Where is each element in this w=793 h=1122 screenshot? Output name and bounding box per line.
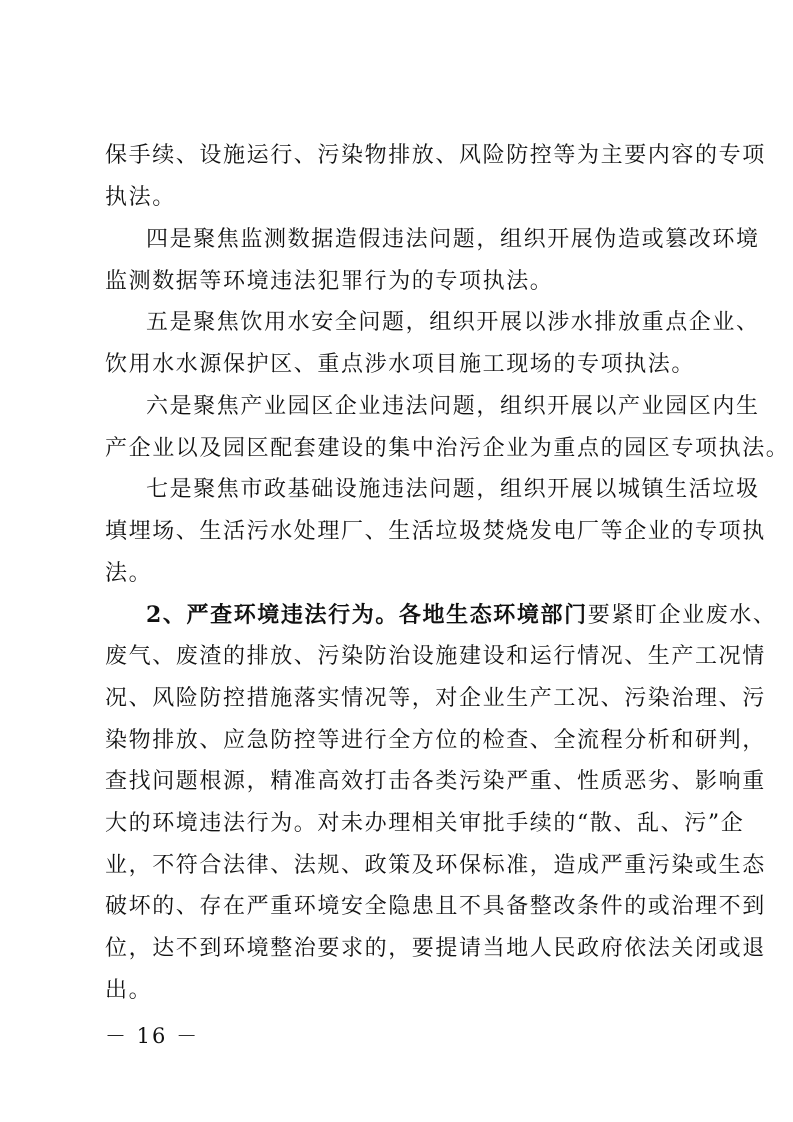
- paragraph-line: 染物排放、应急防控等进行全方位的检查、全流程分析和研判，: [105, 728, 766, 753]
- paragraph-line: [146, 600, 777, 631]
- paragraph-line: 大的环境违法行为。对未办理相关审批手续的“散、乱、污”企: [105, 811, 745, 836]
- paragraph-line: 监测数据等环境违法犯罪行为的专项执法。: [105, 269, 554, 294]
- paragraph-line: 业，不符合法律、法规、政策及环保标准，造成严重污染或生态: [105, 853, 766, 878]
- paragraph-line: 执法。: [105, 185, 176, 210]
- section-text: 要紧盯企业废水、: [587, 603, 777, 628]
- paragraph-line: 填埋场、生活污水处理厂、生活垃圾焚烧发电厂等企业的专项执: [105, 519, 766, 544]
- section-heading: 2、严查环境违法行为。各地生态环境部门: [146, 602, 588, 628]
- paragraph-line: 产企业以及园区配套建设的集中治污企业为重点的园区专项执法。: [105, 436, 790, 461]
- paragraph-line: 位，达不到环境整治要求的，要提请当地人民政府依法关闭或退: [105, 936, 766, 961]
- paragraph-line: 保手续、设施运行、污染物排放、风险防控等为主要内容的专项: [105, 143, 766, 168]
- paragraph-line: 出。: [105, 978, 153, 1003]
- paragraph-line: 废气、废渣的排放、污染防治设施建设和运行情况、生产工况情: [105, 644, 766, 669]
- page-number: － 16 －: [105, 1024, 200, 1048]
- paragraph-line: 况、风险防控措施落实情况等，对企业生产工况、污染治理、污: [105, 686, 766, 711]
- paragraph-line: 四是聚焦监测数据造假违法问题，组织开展伪造或篡改环境: [146, 227, 760, 252]
- paragraph-line: 破坏的、存在严重环境安全隐患且不具备整改条件的或治理不到: [105, 894, 766, 919]
- paragraph-line: 五是聚焦饮用水安全问题，组织开展以涉水排放重点企业、: [146, 310, 760, 335]
- paragraph-line: 法。: [105, 561, 153, 586]
- paragraph-line: 六是聚焦产业园区企业违法问题，组织开展以产业园区内生: [146, 394, 760, 419]
- paragraph-line: 饮用水水源保护区、重点涉水项目施工现场的专项执法。: [105, 352, 696, 377]
- paragraph-line: 七是聚焦市政基础设施违法问题，组织开展以城镇生活垃圾: [146, 477, 760, 502]
- paragraph-line: 查找问题根源，精准高效打击各类污染严重、性质恶劣、影响重: [105, 769, 766, 794]
